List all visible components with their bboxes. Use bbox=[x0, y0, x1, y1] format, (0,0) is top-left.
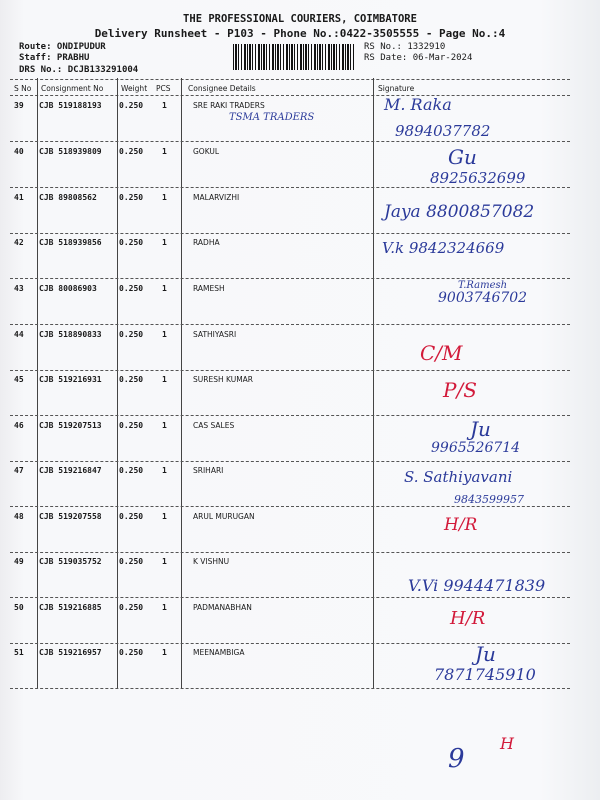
row-sno: 50 bbox=[14, 603, 24, 612]
handwritten-signature: 9003746702 bbox=[438, 290, 528, 306]
handwritten-signature: M. Raka bbox=[384, 95, 452, 114]
handwritten-signature: Ju bbox=[470, 417, 491, 441]
handwritten-signature: H/R bbox=[450, 608, 486, 629]
handwritten-signature: 9965526714 bbox=[431, 440, 521, 456]
handwritten-signature: P/S bbox=[443, 378, 477, 402]
row-weight: 0.250 bbox=[119, 375, 144, 384]
row-consignment-no: CJB 519216931 bbox=[39, 375, 102, 384]
row-separator bbox=[10, 415, 570, 416]
handwritten-signature: Jaya 8800857082 bbox=[384, 202, 535, 222]
col-signature: Signature bbox=[378, 84, 415, 93]
handwritten-signature: V.k 9842324669 bbox=[382, 239, 505, 257]
row-consignment-no: CJB 518890833 bbox=[39, 330, 102, 339]
row-consignee: RADHA bbox=[193, 238, 220, 247]
row-consignee: K VISHNU bbox=[193, 557, 230, 566]
row-consignee: MEENAMBIGA bbox=[193, 648, 245, 657]
row-consignee: PADMANABHAN bbox=[193, 603, 252, 612]
row-weight: 0.250 bbox=[119, 284, 144, 293]
row-sno: 49 bbox=[14, 557, 24, 566]
staff-label: Staff: PRABHU bbox=[19, 53, 90, 63]
handwritten-signature: Gu bbox=[448, 145, 477, 169]
runsheet-subtitle: Delivery Runsheet - P103 - Phone No.:0422-3505555 - Page No.:4 bbox=[94, 27, 506, 40]
table-top-rule bbox=[10, 79, 570, 80]
row-sno: 51 bbox=[14, 648, 24, 657]
rs-date: RS Date: 06-Mar-2024 bbox=[364, 53, 473, 63]
table-row bbox=[10, 280, 570, 329]
row-pcs: 1 bbox=[162, 101, 167, 110]
row-sno: 46 bbox=[14, 421, 24, 430]
col-consignment: Consignment No bbox=[41, 84, 104, 93]
row-consignment-no: CJB 89808562 bbox=[39, 193, 97, 202]
row-pcs: 1 bbox=[162, 330, 167, 339]
row-consignment-no: CJB 519188193 bbox=[39, 101, 102, 110]
row-weight: 0.250 bbox=[119, 512, 144, 521]
row-sno: 40 bbox=[14, 147, 24, 156]
row-separator bbox=[10, 233, 570, 234]
row-pcs: 1 bbox=[162, 557, 167, 566]
row-weight: 0.250 bbox=[119, 101, 144, 110]
row-sno: 47 bbox=[14, 466, 24, 475]
row-consignment-no: CJB 519216847 bbox=[39, 466, 102, 475]
row-separator bbox=[10, 187, 570, 188]
table-row bbox=[10, 375, 570, 420]
table-row bbox=[10, 466, 570, 511]
row-consignment-no: CJB 519207513 bbox=[39, 421, 102, 430]
row-sno: 48 bbox=[14, 512, 24, 521]
header-bottom-rule bbox=[10, 95, 570, 96]
handwritten-count: 9 bbox=[448, 744, 465, 774]
row-consignee: CAS SALES bbox=[193, 421, 235, 430]
handwritten-signature: 9843599957 bbox=[454, 493, 524, 506]
row-consignee: SRE RAKI TRADERS bbox=[193, 101, 265, 110]
table-row bbox=[10, 417, 570, 466]
row-consignment-no: CJB 519035752 bbox=[39, 557, 102, 566]
col-sno: S No bbox=[14, 84, 32, 93]
table-row bbox=[10, 642, 570, 693]
row-weight: 0.250 bbox=[119, 648, 144, 657]
row-pcs: 1 bbox=[162, 648, 167, 657]
row-weight: 0.250 bbox=[119, 147, 144, 156]
company-title: THE PROFESSIONAL COURIERS, COIMBATORE bbox=[183, 13, 417, 25]
row-consignee: ARUL MURUGAN bbox=[193, 512, 255, 521]
table-row bbox=[10, 95, 570, 146]
table-row bbox=[10, 193, 570, 238]
row-pcs: 1 bbox=[162, 421, 167, 430]
handwritten-signature: S. Sathiyavani bbox=[404, 468, 513, 486]
row-separator bbox=[10, 141, 570, 142]
handwritten-signature: 7871745910 bbox=[434, 665, 536, 684]
row-sno: 42 bbox=[14, 238, 24, 247]
table-row bbox=[10, 512, 570, 557]
row-consignee: SATHIYASRI bbox=[193, 330, 237, 339]
row-weight: 0.250 bbox=[119, 603, 144, 612]
handwritten-signature: H/R bbox=[444, 515, 478, 535]
row-weight: 0.250 bbox=[119, 466, 144, 475]
handwritten-note: TSMA TRADERS bbox=[229, 112, 315, 123]
handwritten-signature: Ju bbox=[475, 642, 496, 666]
row-pcs: 1 bbox=[162, 512, 167, 521]
row-separator bbox=[10, 278, 570, 279]
row-consignment-no: CJB 519207558 bbox=[39, 512, 102, 521]
row-sno: 39 bbox=[14, 101, 24, 110]
barcode bbox=[233, 44, 356, 70]
row-sno: 44 bbox=[14, 330, 24, 339]
route-label: Route: ONDIPUDUR bbox=[19, 42, 106, 52]
row-sno: 45 bbox=[14, 375, 24, 384]
row-separator bbox=[10, 688, 570, 689]
row-consignee: GOKUL bbox=[193, 147, 220, 156]
row-consignment-no: CJB 518939856 bbox=[39, 238, 102, 247]
row-consignee: MALARVIZHI bbox=[193, 193, 240, 202]
handwritten-signature: C/M bbox=[420, 341, 463, 365]
col-pcs: PCS bbox=[156, 84, 171, 93]
rs-number: RS No.: 1332910 bbox=[364, 42, 446, 52]
row-sno: 41 bbox=[14, 193, 24, 202]
row-weight: 0.250 bbox=[119, 557, 144, 566]
row-pcs: 1 bbox=[162, 466, 167, 475]
table-row bbox=[10, 557, 570, 602]
row-separator bbox=[10, 506, 570, 507]
row-pcs: 1 bbox=[162, 238, 167, 247]
col-consignee: Consignee Details bbox=[188, 84, 256, 93]
row-consignee: SRIHARI bbox=[193, 466, 224, 475]
row-consignment-no: CJB 519216957 bbox=[39, 648, 102, 657]
handwritten-signature: T.Ramesh bbox=[458, 280, 508, 291]
row-separator bbox=[10, 552, 570, 553]
row-consignee: SURESH KUMAR bbox=[193, 375, 254, 384]
row-separator bbox=[10, 370, 570, 371]
row-separator bbox=[10, 597, 570, 598]
row-consignment-no: CJB 518939809 bbox=[39, 147, 102, 156]
handwritten-mark: H bbox=[500, 734, 514, 753]
row-weight: 0.250 bbox=[119, 421, 144, 430]
handwritten-signature: 9894037782 bbox=[395, 122, 491, 140]
row-pcs: 1 bbox=[162, 375, 167, 384]
handwritten-signature: V.Vi 9944471839 bbox=[408, 576, 546, 595]
row-pcs: 1 bbox=[162, 193, 167, 202]
row-weight: 0.250 bbox=[119, 330, 144, 339]
row-consignment-no: CJB 80086903 bbox=[39, 284, 97, 293]
drs-number: DRS No.: DCJB133291004 bbox=[19, 65, 139, 75]
row-pcs: 1 bbox=[162, 603, 167, 612]
handwritten-signature: 8925632699 bbox=[430, 169, 526, 187]
col-weight: Weight bbox=[121, 84, 148, 93]
row-separator bbox=[10, 324, 570, 325]
row-consignee: RAMESH bbox=[193, 284, 225, 293]
row-weight: 0.250 bbox=[119, 238, 144, 247]
table-row bbox=[10, 147, 570, 192]
row-sno: 43 bbox=[14, 284, 24, 293]
row-pcs: 1 bbox=[162, 284, 167, 293]
table-row bbox=[10, 330, 570, 375]
row-consignment-no: CJB 519216885 bbox=[39, 603, 102, 612]
row-weight: 0.250 bbox=[119, 193, 144, 202]
row-separator bbox=[10, 461, 570, 462]
row-pcs: 1 bbox=[162, 147, 167, 156]
table-row bbox=[10, 238, 570, 283]
